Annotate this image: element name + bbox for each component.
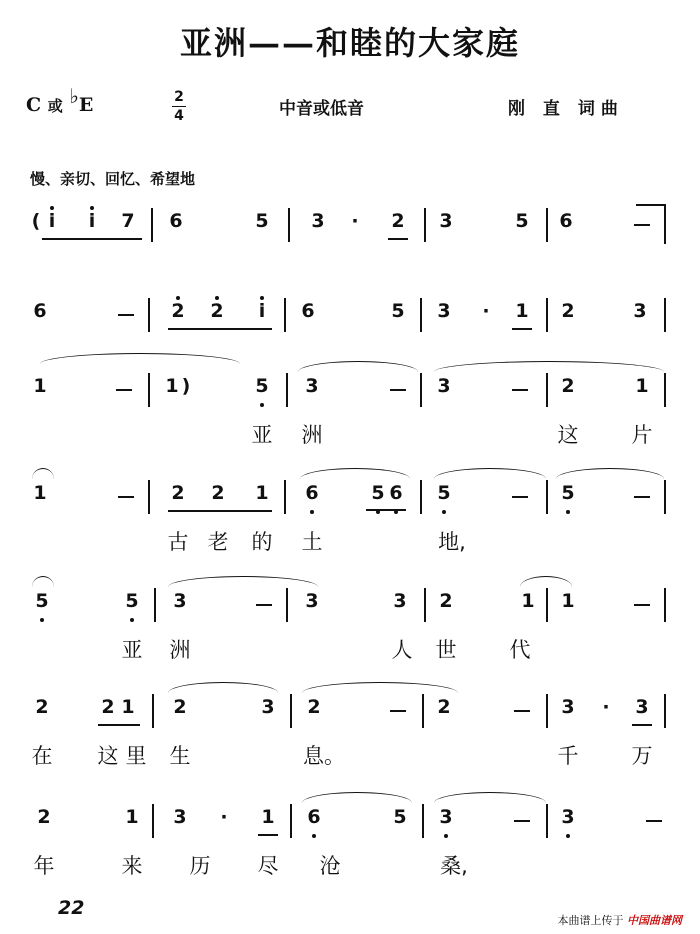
lyric: 历 (189, 854, 211, 878)
lyric: 来 (121, 854, 143, 878)
lyric: 生 (169, 744, 191, 768)
lyric: 世 (435, 638, 457, 662)
note: · (482, 300, 490, 322)
note: · (602, 696, 610, 718)
note: 1 (121, 696, 135, 718)
note: 6 (559, 210, 573, 232)
author-credit: 刚 直 词曲 (508, 99, 624, 119)
note: 3 (393, 590, 407, 612)
note: ) (181, 375, 191, 397)
lyric: 里 (125, 744, 147, 768)
footer-credit (558, 912, 683, 928)
note: 2 (211, 482, 225, 504)
note: 3 (561, 696, 575, 718)
note: 3 (561, 806, 575, 828)
note: 3 (437, 300, 451, 322)
note: 3 (311, 210, 325, 232)
note: 5 (561, 482, 575, 504)
note: 5 (371, 482, 385, 504)
note: 6 (169, 210, 183, 232)
key-or: 或 (47, 97, 63, 115)
note: 6 (301, 300, 315, 322)
time-signature (171, 88, 187, 125)
note: 5 (437, 482, 451, 504)
note: 3 (261, 696, 275, 718)
note: 7 (121, 210, 135, 232)
lyric: 息。 (303, 744, 345, 768)
lyric: 亚 (251, 423, 273, 447)
note: 1 (125, 806, 139, 828)
lyric: 洲 (169, 638, 191, 662)
voice-type: 中音或低音 (279, 99, 364, 119)
song-title: 亚洲——和睦的大家庭 (179, 24, 520, 62)
note: 2 (439, 590, 453, 612)
lyric: 亚 (121, 638, 143, 662)
note: 2 (561, 300, 575, 322)
note: 6 (389, 482, 403, 504)
lyric: 老 (207, 530, 229, 554)
note: 2 (307, 696, 321, 718)
note: 2 (561, 375, 575, 397)
note: 5 (515, 210, 529, 232)
lyric: 这 (557, 423, 579, 447)
note: 5 (255, 375, 269, 397)
note: 6 (307, 806, 321, 828)
note: 1 (261, 806, 275, 828)
page-number: 22 (58, 897, 85, 919)
note: 3 (173, 806, 187, 828)
note: 5 (125, 590, 139, 612)
lyric: 人 (391, 638, 413, 662)
lyric: 洲 (301, 423, 323, 447)
lyric: 代 (509, 638, 531, 662)
key-e: E (78, 94, 94, 116)
lyric: 的 (251, 530, 273, 554)
lyric: 地, (438, 530, 466, 554)
lyric: 沧 (319, 854, 341, 878)
note: 2 (35, 696, 49, 718)
note: 2 (37, 806, 51, 828)
note: ( (31, 210, 41, 232)
key-signature (26, 84, 94, 116)
note: 5 (393, 806, 407, 828)
note: 5 (35, 590, 49, 612)
note: 1 (165, 375, 179, 397)
lyric: 古 (167, 530, 189, 554)
note: 1 (561, 590, 575, 612)
tempo-marking: 慢、亲切、回忆、希望地 (30, 170, 196, 188)
note: 1 (635, 375, 649, 397)
note: 1 (33, 375, 47, 397)
key-c: C (26, 94, 42, 116)
note: 1 (255, 482, 269, 504)
note: · (351, 210, 359, 232)
note: 3 (633, 300, 647, 322)
note: i (258, 300, 266, 322)
note: 2 (437, 696, 451, 718)
score-header (26, 84, 676, 132)
note: 3 (305, 375, 319, 397)
note: i (48, 210, 56, 232)
note: 6 (305, 482, 319, 504)
note: 5 (391, 300, 405, 322)
note: 3 (635, 696, 649, 718)
note: · (220, 806, 228, 828)
note: 2 (101, 696, 115, 718)
lyric: 片 (631, 423, 653, 447)
note: 3 (439, 210, 453, 232)
note: 1 (521, 590, 535, 612)
note: 6 (33, 300, 47, 322)
note: 3 (439, 806, 453, 828)
footer-text: 本曲谱上传于 (557, 914, 624, 927)
note: 2 (173, 696, 187, 718)
note: 3 (437, 375, 451, 397)
lyric: 年 (33, 854, 55, 878)
lyric: 万 (631, 744, 653, 768)
flat-symbol: ♭ (69, 84, 79, 108)
note: 2 (391, 210, 405, 232)
time-signature-top: 2 (174, 89, 184, 105)
note: 3 (305, 590, 319, 612)
lyric: 千 (557, 744, 579, 768)
lyric: 这 (97, 744, 119, 768)
lyric: 桑, (440, 854, 468, 878)
lyric: 尽 (257, 854, 279, 878)
time-signature-bottom: 4 (174, 108, 184, 124)
note: i (88, 210, 96, 232)
note: 5 (255, 210, 269, 232)
lyric: 土 (301, 530, 323, 554)
lyric: 在 (31, 744, 53, 768)
note: 2 (210, 300, 224, 322)
note: 2 (171, 300, 185, 322)
site-logo[interactable]: 中国曲谱网 (627, 914, 682, 927)
note: 1 (515, 300, 529, 322)
note: 2 (171, 482, 185, 504)
note: 3 (173, 590, 187, 612)
note: 1 (33, 482, 47, 504)
